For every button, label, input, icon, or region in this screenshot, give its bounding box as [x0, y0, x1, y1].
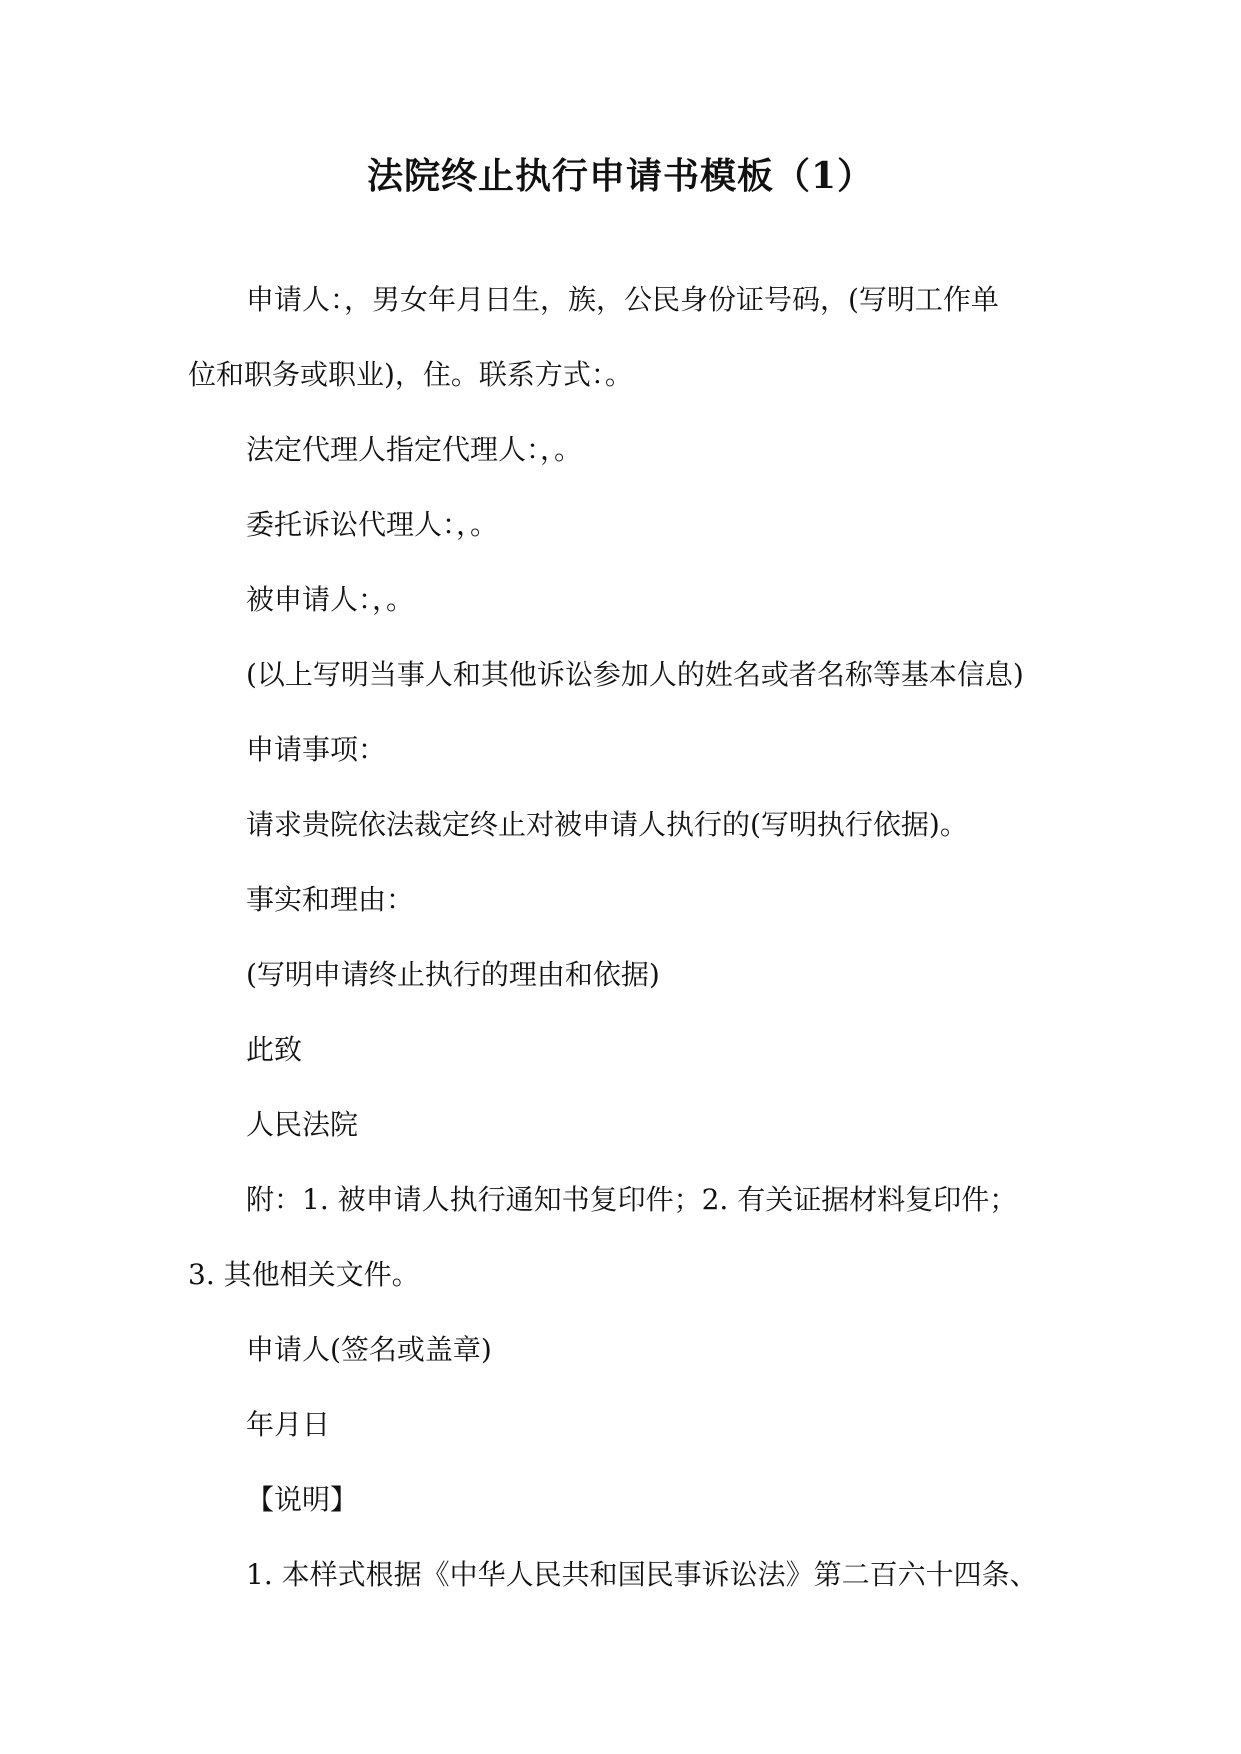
notes-item-1: 1. 本样式根据《中华人民共和国民事诉讼法》第二百六十四条、 [246, 1558, 1038, 1591]
applicant-line-1: 申请人：，男女年月日生，族，公民身份证号码，(写明工作单 [246, 283, 999, 316]
document-title: 法院终止执行申请书模板（1） [366, 155, 875, 197]
respondent-line: 被申请人：，。 [246, 583, 415, 616]
signature-line: 申请人(签名或盖章) [246, 1333, 492, 1366]
applicant-line-2: 位和职务或职业)，住。联系方式：。 [188, 358, 633, 391]
court-name: 人民法院 [246, 1108, 359, 1141]
attachments-line-2: 3. 其他相关文件。 [188, 1258, 420, 1291]
facts-heading: 事实和理由： [246, 883, 415, 916]
facts-content: (写明申请终止执行的理由和依据) [246, 958, 660, 991]
request-content: 请求贵院依法裁定终止对被申请人执行的(写明执行依据)。 [246, 808, 968, 841]
party-info-note: (以上写明当事人和其他诉讼参加人的姓名或者名称等基本信息) [246, 658, 1024, 691]
attachments-line-1: 附：1. 被申请人执行通知书复印件；2. 有关证据材料复印件； [246, 1183, 1018, 1216]
notes-heading: 【说明】 [246, 1483, 359, 1516]
legal-agent-line: 法定代理人指定代理人：，。 [246, 433, 583, 466]
salutation: 此致 [246, 1033, 303, 1066]
entrusted-agent-line: 委托诉讼代理人：，。 [246, 508, 499, 541]
date-line: 年月日 [246, 1408, 331, 1441]
request-heading: 申请事项： [246, 733, 387, 766]
